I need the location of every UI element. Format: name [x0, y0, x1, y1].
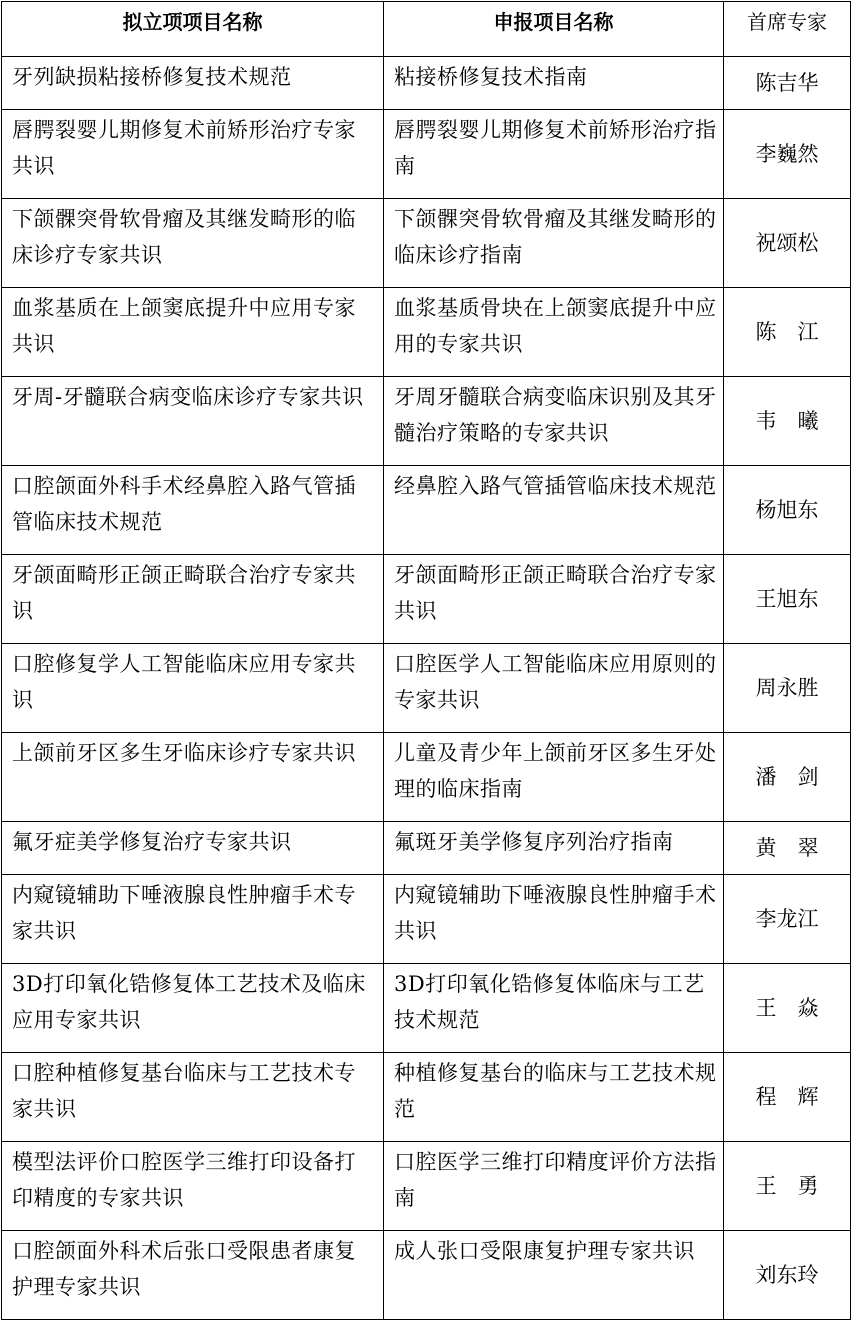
proposed-name-cell: 模型法评价口腔医学三维打印设备打印精度的专家共识	[2, 1142, 384, 1231]
proposed-name-cell: 唇腭裂婴儿期修复术前矫形治疗专家共识	[2, 110, 384, 199]
submitted-name-cell: 成人张口受限康复护理专家共识	[384, 1231, 724, 1320]
expert-cell: 周永胜	[724, 644, 851, 733]
submitted-name-cell: 内窥镜辅助下唾液腺良性肿瘤手术共识	[384, 875, 724, 964]
submitted-name-cell: 3D打印氧化锆修复体临床与工艺技术规范	[384, 964, 724, 1053]
expert-cell: 王 焱	[724, 964, 851, 1053]
submitted-name-cell: 氟斑牙美学修复序列治疗指南	[384, 822, 724, 875]
table-row	[2, 733, 851, 822]
table-row	[2, 466, 851, 555]
proposed-name-cell: 上颌前牙区多生牙临床诊疗专家共识	[2, 733, 384, 822]
expert-cell: 王旭东	[724, 555, 851, 644]
expert-cell: 杨旭东	[724, 466, 851, 555]
proposed-name-cell: 牙颌面畸形正颌正畸联合治疗专家共识	[2, 555, 384, 644]
expert-cell: 韦 曦	[724, 377, 851, 466]
submitted-name-cell: 牙周牙髓联合病变临床识别及其牙髓治疗策略的专家共识	[384, 377, 724, 466]
table-row	[2, 555, 851, 644]
table-row	[2, 377, 851, 466]
header-submitted-name: 申报项目名称	[384, 2, 724, 57]
table-row	[2, 822, 851, 875]
proposed-name-cell: 3D打印氧化锆修复体工艺技术及临床应用专家共识	[2, 964, 384, 1053]
table-row	[2, 1053, 851, 1142]
expert-cell: 李龙江	[724, 875, 851, 964]
proposed-name-cell: 下颌髁突骨软骨瘤及其继发畸形的临床诊疗专家共识	[2, 199, 384, 288]
expert-cell: 陈吉华	[724, 57, 851, 110]
submitted-name-cell: 种植修复基台的临床与工艺技术规范	[384, 1053, 724, 1142]
expert-cell: 李巍然	[724, 110, 851, 199]
proposed-name-cell: 牙周-牙髓联合病变临床诊疗专家共识	[2, 377, 384, 466]
table-row	[2, 964, 851, 1053]
submitted-name-cell: 唇腭裂婴儿期修复术前矫形治疗指南	[384, 110, 724, 199]
expert-cell: 刘东玲	[724, 1231, 851, 1320]
proposed-name-cell: 口腔种植修复基台临床与工艺技术专家共识	[2, 1053, 384, 1142]
expert-cell: 陈 江	[724, 288, 851, 377]
submitted-name-cell: 粘接桥修复技术指南	[384, 57, 724, 110]
submitted-name-cell: 口腔医学三维打印精度评价方法指南	[384, 1142, 724, 1231]
submitted-name-cell: 口腔医学人工智能临床应用原则的专家共识	[384, 644, 724, 733]
header-row	[2, 2, 851, 57]
proposed-name-cell: 口腔颌面外科手术经鼻腔入路气管插管临床技术规范	[2, 466, 384, 555]
proposed-name-cell: 血浆基质在上颌窦底提升中应用专家共识	[2, 288, 384, 377]
header-chief-expert: 首席专家	[724, 2, 851, 57]
table-row	[2, 57, 851, 110]
table-row	[2, 1231, 851, 1320]
table-row	[2, 288, 851, 377]
submitted-name-cell: 下颌髁突骨软骨瘤及其继发畸形的临床诊疗指南	[384, 199, 724, 288]
header-proposed-name: 拟立项项目名称	[2, 2, 384, 57]
expert-cell: 祝颂松	[724, 199, 851, 288]
table-row	[2, 110, 851, 199]
submitted-name-cell: 儿童及青少年上颌前牙区多生牙处理的临床指南	[384, 733, 724, 822]
project-table	[1, 1, 851, 1320]
table-row	[2, 1142, 851, 1231]
expert-cell: 程 辉	[724, 1053, 851, 1142]
table-row	[2, 875, 851, 964]
submitted-name-cell: 血浆基质骨块在上颌窦底提升中应用的专家共识	[384, 288, 724, 377]
submitted-name-cell: 牙颌面畸形正颌正畸联合治疗专家共识	[384, 555, 724, 644]
proposed-name-cell: 氟牙症美学修复治疗专家共识	[2, 822, 384, 875]
proposed-name-cell: 口腔颌面外科术后张口受限患者康复护理专家共识	[2, 1231, 384, 1320]
table-row	[2, 199, 851, 288]
proposed-name-cell: 牙列缺损粘接桥修复技术规范	[2, 57, 384, 110]
expert-cell: 潘 剑	[724, 733, 851, 822]
expert-cell: 王 勇	[724, 1142, 851, 1231]
submitted-name-cell: 经鼻腔入路气管插管临床技术规范	[384, 466, 724, 555]
proposed-name-cell: 内窥镜辅助下唾液腺良性肿瘤手术专家共识	[2, 875, 384, 964]
proposed-name-cell: 口腔修复学人工智能临床应用专家共识	[2, 644, 384, 733]
table-row	[2, 644, 851, 733]
expert-cell: 黄 翠	[724, 822, 851, 875]
